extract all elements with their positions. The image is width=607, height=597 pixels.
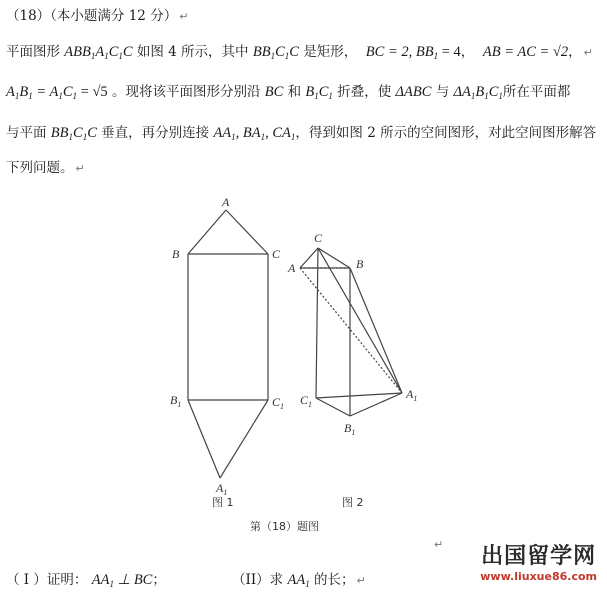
fig2-caption: 图 2 bbox=[342, 496, 364, 509]
figure-main-caption: 第（18）题图 bbox=[250, 520, 319, 533]
paragraph-mark-icon: ↵ bbox=[356, 574, 366, 587]
rect-name: $BB_1C_1C$ bbox=[252, 44, 299, 61]
fig2-label-a: A bbox=[288, 261, 296, 275]
question-2: （II）求 $AA_1$ 的长； ↵ bbox=[232, 572, 366, 589]
fig2-label-c: C bbox=[314, 231, 323, 245]
fig1-label-b1: $B_1$ bbox=[170, 393, 182, 409]
figure-name: $ABB_1A_1C_1C$ bbox=[64, 44, 133, 61]
fig1-label-c1: $C_1$ bbox=[272, 395, 285, 411]
figure-2 bbox=[300, 248, 402, 416]
ab-ac-value: AB = AC = √2 bbox=[482, 44, 569, 60]
a1b1-expr: $A_1B_1 = A_1C_1 = √5$ bbox=[6, 84, 108, 101]
fig1-label-a1: $A_1$ bbox=[216, 481, 228, 497]
fig1-caption: 图 1 bbox=[212, 496, 234, 509]
paragraph-mark bbox=[432, 536, 443, 552]
fig2-label-b: B bbox=[356, 257, 364, 271]
question-1: （ I ）证明： $AA_1$ ⊥ BC； bbox=[6, 572, 166, 589]
paragraph-mark-icon: ↵ bbox=[434, 538, 444, 551]
paragraph-mark-icon: ↵ bbox=[75, 162, 85, 175]
geometry-figure bbox=[150, 188, 450, 548]
problem-line-2: $A_1B_1 = A_1C_1 = √5$ 。现将该平面图形分别沿 BC 和 $B_1C_1$ 折叠，使 ΔABC 与 $\Delta A_1B_1C_1$所在平面都 bbox=[6, 84, 571, 101]
paragraph-mark-icon: ↵ bbox=[583, 46, 593, 59]
problem-line-3: 与平面 $BB_1C_1C$ 垂直，再分别连接 $AA_1$, $BA_1$, $CA_1$，得到如图 2 所示的空间图形，对此空间图形解答 bbox=[6, 125, 597, 142]
paragraph-mark-icon: ↵ bbox=[179, 10, 189, 23]
fig1-label-b: B bbox=[172, 247, 180, 261]
problem-line-1: 平面图形 $ABB_1A_1C_1C$ 如图 4 所示，其中 $BB_1C_1C$ 是矩形， BC = 2, $BB_1 = 4$， AB = AC = √2， ↵ bbox=[6, 44, 593, 61]
problem-header: （18）（本小题满分 12 分） ↵ bbox=[6, 8, 189, 24]
fig1-label-c: C bbox=[272, 247, 281, 261]
figure-1 bbox=[188, 210, 268, 478]
fig1-label-a: A bbox=[222, 195, 230, 209]
bc-value: BC = 2, $BB_1 = 4$ bbox=[365, 44, 461, 61]
fig2-label-b1: $B_1$ bbox=[344, 421, 356, 437]
fig2-label-c1: $C_1$ bbox=[300, 393, 313, 409]
problem-line-4: 下列问题。 ↵ bbox=[6, 160, 85, 176]
fig2-label-a1: $A_1$ bbox=[406, 387, 418, 403]
watermark-logo: 出国留学网 www.liuxue86.com bbox=[480, 544, 597, 583]
